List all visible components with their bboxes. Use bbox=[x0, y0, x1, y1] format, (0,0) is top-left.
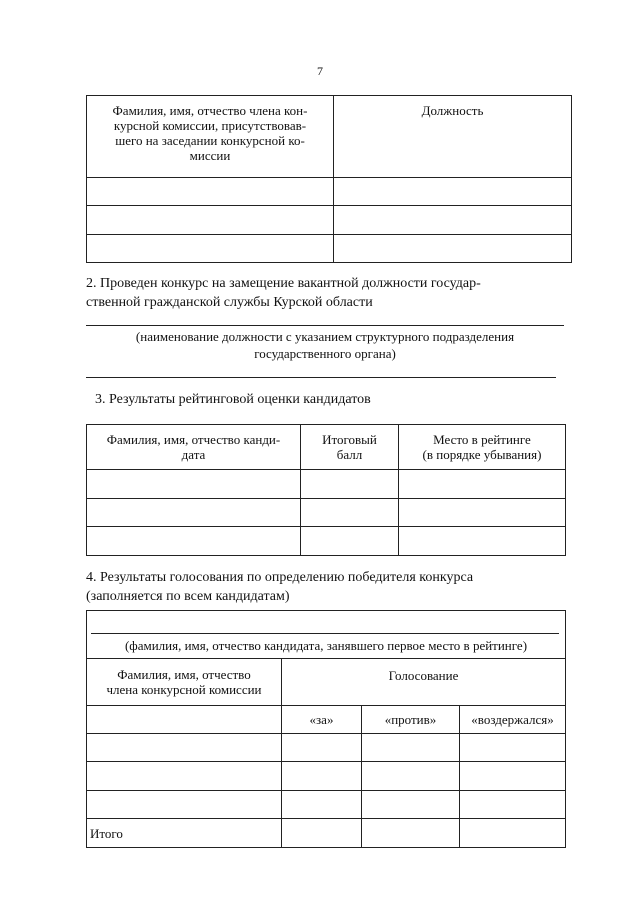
header-position bbox=[334, 96, 572, 178]
table-cell bbox=[460, 762, 566, 791]
header-member-name-line: шего на заседании конкурсной ко- bbox=[115, 133, 305, 148]
header-candidate-name-line: дата bbox=[181, 447, 206, 462]
table-cell bbox=[362, 791, 460, 819]
table-cell bbox=[87, 206, 334, 235]
position-caption-line1: (наименование должности с указанием структурного подразделения bbox=[135, 329, 515, 344]
candidate-caption: (фамилия, имя, отчество кандидата, занявшего первое место в рейтинге) bbox=[124, 638, 528, 653]
header-candidate-name-line: Фамилия, имя, отчество канди- bbox=[106, 432, 281, 447]
header-final-score-line: Итоговый bbox=[322, 432, 377, 447]
section4-line2: (заполняется по всем кандидатам) bbox=[86, 589, 290, 604]
page-number: 7 bbox=[317, 64, 323, 78]
commission-members-table bbox=[86, 95, 572, 263]
table-cell bbox=[460, 791, 566, 819]
section2-line2: ственной гражданской службы Курской области bbox=[86, 295, 373, 310]
header-position-label: Должность bbox=[421, 103, 484, 118]
table-row bbox=[87, 791, 566, 819]
table-row bbox=[87, 527, 566, 556]
header-rank-line: (в порядке убывания) bbox=[422, 447, 542, 462]
table-cell bbox=[87, 706, 282, 734]
table-cell bbox=[282, 819, 362, 848]
table-row bbox=[87, 734, 566, 762]
vote-against-header: «против» bbox=[362, 706, 460, 734]
voting-candidate-box bbox=[86, 610, 566, 659]
position-caption-line2: государственного органа) bbox=[254, 346, 396, 361]
section3-heading: 3. Результаты рейтинговой оценки кандидатов bbox=[95, 392, 371, 407]
header-voting-label: Голосование bbox=[388, 668, 459, 683]
header-final-score-line: балл bbox=[336, 447, 363, 462]
table-row bbox=[87, 762, 566, 791]
table-cell bbox=[87, 762, 282, 791]
header-member-name-line: миссии bbox=[189, 148, 231, 163]
table-cell bbox=[282, 734, 362, 762]
table-cell bbox=[334, 235, 572, 263]
header-member-line: Фамилия, имя, отчество bbox=[117, 667, 251, 682]
header-rank bbox=[399, 425, 566, 470]
table-cell bbox=[301, 499, 399, 527]
table-row bbox=[87, 178, 572, 206]
vote-abstain-header: «воздержался» bbox=[460, 706, 566, 734]
candidate-name-line bbox=[91, 633, 559, 634]
table-cell bbox=[399, 470, 566, 499]
table-cell bbox=[87, 235, 334, 263]
total-row bbox=[87, 819, 566, 848]
vote-for-header: «за» bbox=[282, 706, 362, 734]
table-row bbox=[87, 206, 572, 235]
header-member-name-line: курсной комиссии, присутствовав- bbox=[113, 118, 307, 133]
table-cell bbox=[87, 470, 301, 499]
rating-table bbox=[86, 424, 566, 556]
table-cell bbox=[334, 178, 572, 206]
section4-line1: 4. Результаты голосования по определению победителя конкурса bbox=[86, 570, 474, 585]
table-cell bbox=[87, 791, 282, 819]
header-member-line: члена конкурсной комиссии bbox=[106, 682, 262, 697]
position-name-line-2 bbox=[86, 377, 556, 378]
table-cell bbox=[87, 178, 334, 206]
table-cell bbox=[301, 470, 399, 499]
table-row bbox=[87, 235, 572, 263]
total-label: Итого bbox=[87, 819, 282, 848]
position-name-line bbox=[86, 325, 564, 326]
table-cell bbox=[362, 734, 460, 762]
table-cell bbox=[460, 819, 566, 848]
table-cell bbox=[460, 734, 566, 762]
table-cell bbox=[399, 527, 566, 556]
header-candidate-name bbox=[87, 425, 301, 470]
header-voting bbox=[282, 659, 566, 706]
table-cell bbox=[362, 762, 460, 791]
header-rank-line: Место в рейтинге bbox=[433, 432, 531, 447]
table-cell bbox=[301, 527, 399, 556]
table-cell bbox=[87, 499, 301, 527]
table-cell bbox=[87, 734, 282, 762]
header-member-name bbox=[87, 96, 334, 178]
table-cell bbox=[334, 206, 572, 235]
table-cell bbox=[362, 819, 460, 848]
table-row bbox=[87, 499, 566, 527]
header-member-name bbox=[87, 659, 282, 706]
table-cell bbox=[282, 791, 362, 819]
table-cell bbox=[87, 527, 301, 556]
table-cell bbox=[282, 762, 362, 791]
table-row bbox=[87, 470, 566, 499]
voting-table bbox=[86, 658, 566, 848]
section2-line1: 2. Проведен конкурс на замещение вакантной должности государ- bbox=[86, 276, 481, 291]
header-final-score bbox=[301, 425, 399, 470]
table-cell bbox=[399, 499, 566, 527]
header-member-name-line: Фамилия, имя, отчество члена кон- bbox=[112, 103, 308, 118]
